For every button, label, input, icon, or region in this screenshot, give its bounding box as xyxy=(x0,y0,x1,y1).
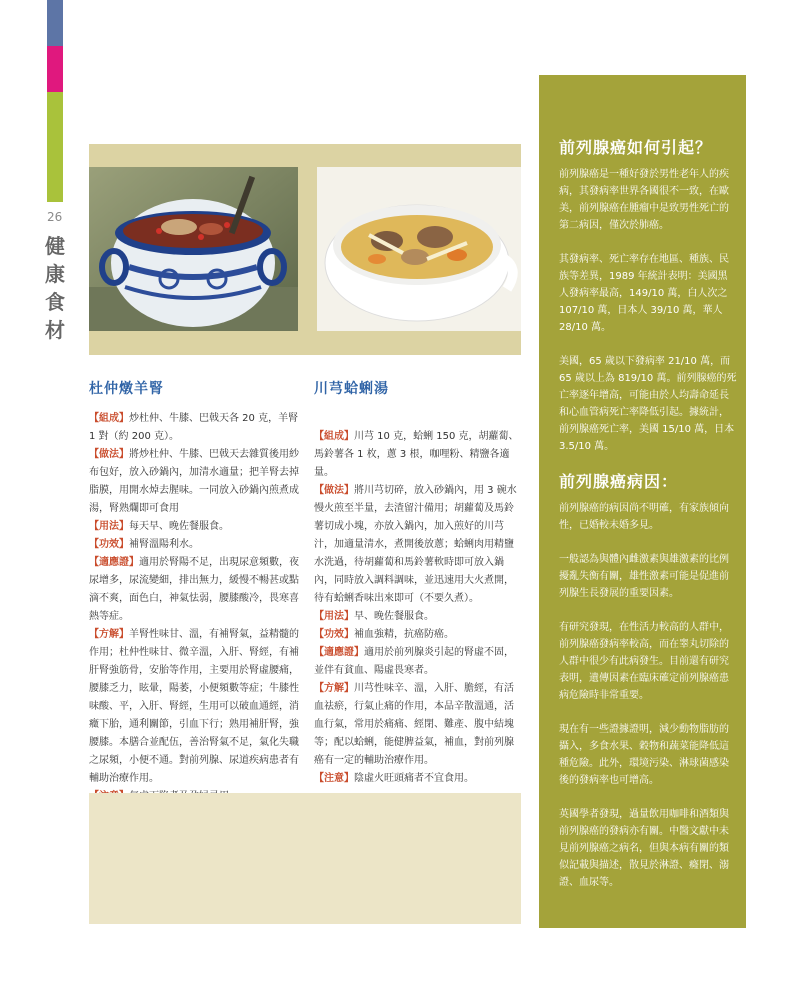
recipe-text: 補血強精，抗癌防癌。 xyxy=(354,629,454,640)
recipe-paragraph xyxy=(89,518,299,536)
bottom-color-band xyxy=(89,793,521,924)
recipe-paragraph xyxy=(314,482,522,608)
section-title-char: 食 xyxy=(45,290,65,314)
recipe-paragraph xyxy=(314,770,522,788)
recipe-paragraph xyxy=(314,680,522,770)
recipe-tag: 【注意】 xyxy=(314,773,354,784)
sidebar-paragraph: 現在有一些證據證明，減少動物脂肪的攝入，多食水果、穀物和蔬菜能降低這種危險。此外，環境污染、淋球菌感染後的發病率也可增高。 xyxy=(559,724,729,786)
sidebar-paragraph: 英國學者發現，過量飲用咖啡和酒類與前列腺癌的發病亦有關。中醫文獻中未見前列腺癌之病名，但與本病有關的類似記載與描述，散見於淋證、癃閉、溺證、血尿等。 xyxy=(559,809,729,888)
recipe-tag: 【組成】 xyxy=(314,431,354,442)
photo-clam-soup xyxy=(317,167,521,331)
color-bar-blue xyxy=(47,0,63,46)
recipe-tag: 【方解】 xyxy=(314,683,354,694)
color-bar-lime xyxy=(47,92,63,202)
recipe-text: 陰虛火旺頭痛者不宜食用。 xyxy=(354,773,474,784)
recipe-text: 適用於腎陽不足，出現尿意頻數，夜尿增多，尿流變細，排出無力，緩慢不暢甚或點滴不爽，面色白，神氣怯弱，腰膝酸冷，畏寒喜熱等症。 xyxy=(89,557,299,622)
sidebar-paragraph: 前列腺癌的病因尚不明確，有家族傾向性，已婚較未婚多見。 xyxy=(559,503,729,531)
recipe-tag: 【組成】 xyxy=(89,413,129,424)
recipe-tag: 【方解】 xyxy=(89,629,129,640)
recipe-tag: 【功效】 xyxy=(89,539,129,550)
recipe-paragraph xyxy=(89,446,299,518)
sidebar-paragraph: 美國，65 歲以下發病率 21/10 萬，而 65 歲以上為 819/10 萬。前列腺癌的死亡率逐年增高，可能由於人均壽命延長和心血管病死亡率降低引起。據統計，前列腺癌死亡率，美國 15/10 萬，日本 3.5/10 萬。 xyxy=(559,356,737,452)
section-title-char: 健 xyxy=(45,234,65,258)
recipe-tag: 【適應證】 xyxy=(89,557,139,568)
sidebar-paragraph: 前列腺癌是一種好發於男性老年人的疾病，其發病率世界各國很不一致，在歐美，前列腺癌在腫瘤中是致男性死亡的第二病因，僅次於肺癌。 xyxy=(559,169,729,231)
recipe-text: 將川芎切碎，放入砂鍋內，用 3 碗水慢火煎至半量，去渣留汁備用；胡蘿蔔及馬鈴薯切成小塊，亦放入鍋內，加入煎好的川芎汁，加適量清水，煮開後放蔥；蛤蜊肉用精鹽水洗過，待胡蘿蔔和馬鈴薯軟時即可放入鍋內，同時放入調料調味，並迅速用大火煮開，待有蛤蜊香味出來即可（不要久煮）。 xyxy=(314,485,517,604)
sidebar-heading-etiology: 前列腺癌病因： xyxy=(559,472,679,491)
sidebar-paragraph: 有研究發現，在性活力較高的人群中，前列腺癌發病率較高，而在睾丸切除的人群中很少有此病發生。目前還有研究表明，遺傳因素在臨床確定前列腺癌患病危險時非常重要。 xyxy=(559,622,729,701)
recipe-text: 羊腎性味甘、溫，有補腎氣，益精髓的作用；杜仲性味甘、微辛溫，入肝、腎經，有補肝腎強筋骨，安胎等作用，主要用於腎虛腰痛，腰膝乏力，眩暈，陽萎，小便頻數等症；牛膝性味酸、平，入肝、腎經，生用可以破血通經，消癥下胎，通利關節，引血下行；熟用補肝腎，強腰膝。本膳合並配伍，善治腎氣不足，氣化失職之尿頻，小便不通。對前列腺、尿道疾病患者有輔助治療作用。 xyxy=(89,629,299,784)
recipe-paragraph xyxy=(314,428,522,482)
section-title-char: 康 xyxy=(45,262,65,286)
recipe-text: 適用於前列腺炎引起的腎虛不固，並伴有貧血、陽虛畏寒者。 xyxy=(314,647,514,676)
recipe-paragraph xyxy=(89,554,299,626)
recipe-paragraph xyxy=(314,608,522,626)
recipe-text: 炒杜仲、牛膝、巴戟天各 20 克，羊腎 1 對（約 200 克）。 xyxy=(89,413,299,442)
recipe-paragraph xyxy=(314,626,522,644)
recipe-paragraph xyxy=(89,626,299,788)
recipe-title: 杜仲燉羊腎 xyxy=(89,381,164,397)
recipe-text: 將炒杜仲、牛膝、巴戟天去雜質後用紗布包好，放入砂鍋內，加清水適量；把羊腎去掉脂膜，用開水焯去腥味。一同放入砂鍋內煎煮成湯，腎熟爛即可食用 xyxy=(89,449,299,514)
recipe-tag: 【用法】 xyxy=(314,611,354,622)
recipe-text: 補腎溫陽利水。 xyxy=(129,539,199,550)
section-title-vertical xyxy=(44,232,66,344)
recipe-text: 每天早、晚佐餐服食。 xyxy=(129,521,229,532)
recipe-title: 川芎蛤蜊湯 xyxy=(314,381,389,397)
recipe-paragraph xyxy=(89,410,299,446)
sidebar-paragraph: 一般認為與體內雌激素與雄激素的比例擾亂失衡有關，雄性激素可能是促進前列腺生長發展的重要因素。 xyxy=(559,554,729,599)
sidebar-paragraph: 其發病率、死亡率存在地區、種族、民族等差異，1989 年統計表明：美國黑人發病率最高，149/10 萬，白人次之 107/10 萬，日本人 39/10 萬，華人 28/10 萬。 xyxy=(559,254,729,333)
recipe-paragraph xyxy=(89,536,299,554)
recipe-text: 早、晚佐餐服食。 xyxy=(354,611,434,622)
recipe-du-zhong-lamb-kidney xyxy=(89,380,299,806)
recipe-text: 川芎性味辛、溫，入肝、膽經，有活血祛瘀，行氣止痛的作用，本品辛散溫通，活血行氣，常用於痛痛、經閉、難產、腹中結塊等；配以蛤蜊，能健脾益氣，補血，對前列腺癌有一定的輔助治療作用。 xyxy=(314,683,514,766)
section-title-char: 材 xyxy=(45,318,65,342)
recipe-paragraph xyxy=(314,644,522,680)
recipe-tag: 【做法】 xyxy=(89,449,129,460)
sidebar-prostate-cancer xyxy=(539,75,746,928)
sidebar-heading-causes: 前列腺癌如何引起？ xyxy=(559,138,713,157)
recipe-tag: 【功效】 xyxy=(314,629,354,640)
recipe-tag: 【做法】 xyxy=(314,485,354,496)
page-number: 26 xyxy=(47,210,63,224)
recipe-tag: 【適應證】 xyxy=(314,647,364,658)
recipe-text: 川芎 10 克，蛤蜊 150 克，胡蘿蔔、馬鈴薯各 1 枚，蔥 3 根，咖哩粉、精鹽各適量。 xyxy=(314,431,519,478)
photo-lamb-kidney-stew xyxy=(89,167,298,331)
color-bar-magenta xyxy=(47,46,63,92)
recipe-chuanxiong-clam-soup xyxy=(314,380,522,788)
recipe-tag: 【用法】 xyxy=(89,521,129,532)
